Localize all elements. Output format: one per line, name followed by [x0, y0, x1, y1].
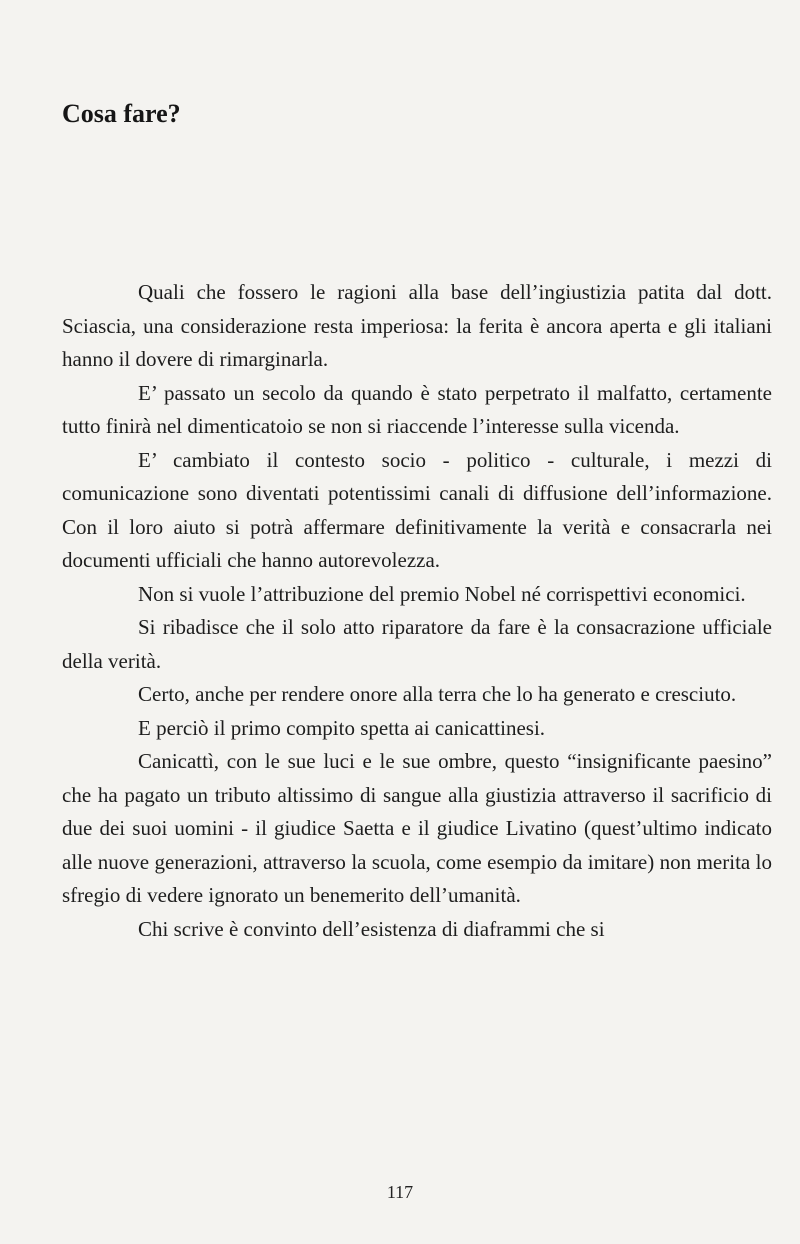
paragraph: E’ cambiato il contesto socio - politico - culturale, i mezzi di comunicazione sono diventati potentissimi canali di diffusione dell’informazione. Con il loro aiuto si potrà affermare definitivamente la verità e consacrarla nei documenti ufficiali che hanno autorevolezza. — [62, 447, 772, 572]
paragraph: Chi scrive è convinto dell’esistenza di diaframmi che si — [138, 916, 605, 941]
paragraph: E perciò il primo compito spetta ai canicattinesi. — [138, 715, 546, 740]
paragraph: E’ passato un secolo da quando è stato perpetrato il malfatto, certamente tutto finirà nel dimenticatoio se non si riaccende l’interesse sulla vicenda. — [62, 380, 772, 438]
paragraph: Canicattì, con le sue luci e le sue ombre, questo “insignificante paesino” che ha pagato un tributo altissimo di sangue alla giustizia attraverso il sacrificio di due dei suoi uomini - il giudice Saetta e il giudice Livatino (quest’ultimo indicato alle nuove generazioni, attraverso la scuola, come esempio da imitare) non merita lo sfregio di vedere ignorato un benemerito dell’umanità. — [62, 749, 772, 907]
paragraph: Non si vuole l’attribuzione del premio Nobel né corrispettivi economici. — [138, 581, 746, 606]
page-number: 117 — [386, 1182, 414, 1202]
paragraph: Si ribadisce che il solo atto riparatore da fare è la consacrazione ufficiale della verità. — [62, 615, 772, 673]
body-text — [62, 276, 772, 946]
paragraph: Quali che fossero le ragioni alla base dell’ingiustizia patita dal dott. Sciascia, una considerazione resta imperiosa: la ferita è ancora aperta e gli italiani hanno il dovere di rimarginarla. — [62, 280, 772, 371]
paragraph: Certo, anche per rendere onore alla terra che lo ha generato e cresciuto. — [138, 682, 737, 706]
section-heading: Cosa fare? — [62, 99, 181, 128]
